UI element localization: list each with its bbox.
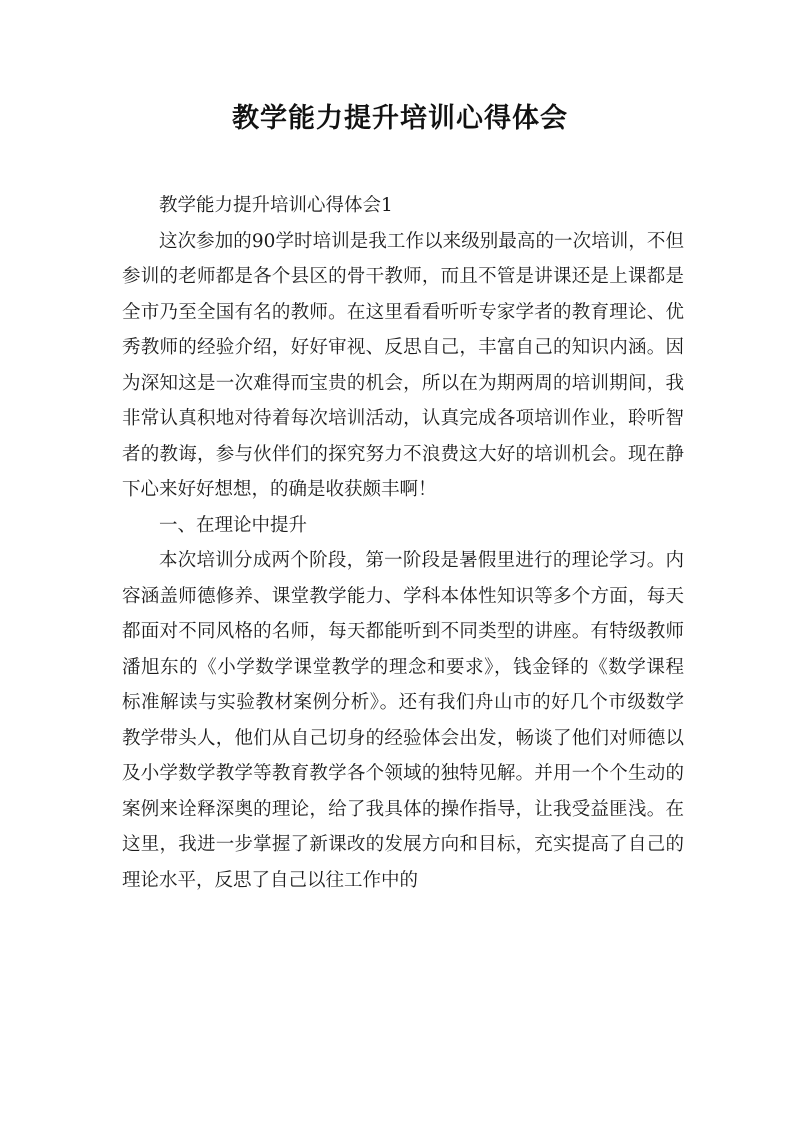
section-heading: 一、在理论中提升 <box>159 514 308 536</box>
document-body <box>122 188 684 898</box>
body-paragraph: 这次参加的90学时培训是我工作以来级别最高的一次培训，不但参训的老师都是各个县区的骨干教师，而且不管是讲课还是上课都是全市乃至全国有名的教师。在这里看看听听专家学者的教育理论、优秀教师的经验介绍，好好审视、反思自己，丰富自己的知识内涵。因为深知这是一次难得而宝贵的机会，所以在为期两周的培训期间，我非常认真积地对待着每次培训活动，认真完成各项培训作业，聆听智者的教诲，参与伙伴们的探究努力不浪费这大好的培训机会。现在静下心来好好想想，的确是收获颇丰啊！ <box>122 230 684 500</box>
body-paragraph: 本次培训分成两个阶段，第一阶段是暑假里进行的理论学习。内容涵盖师德修养、课堂教学能力、学科本体性知识等多个方面，每天都面对不同风格的名师，每天都能听到不同类型的讲座。有特级教师潘旭东的《小学数学课堂教学的理念和要求》，钱金铎的《数学课程标准解读与实验教材案例分析》。还有我们舟山市的好几个市级数学教学带头人，他们从自己切身的经验体会出发，畅谈了他们对师德以及小学数学教学等教育教学各个领域的独特见解。并用一个个生动的案例来诠释深奥的理论，给了我具体的操作指导，让我受益匪浅。在这里，我进一步掌握了新课改的发展方向和目标，充实提高了自己的理论水平，反思了自己以往工作中的 <box>122 550 684 891</box>
document-title: 教学能力提升培训心得体会 <box>232 103 568 134</box>
section-heading: 教学能力提升培训心得体会1 <box>159 195 393 216</box>
